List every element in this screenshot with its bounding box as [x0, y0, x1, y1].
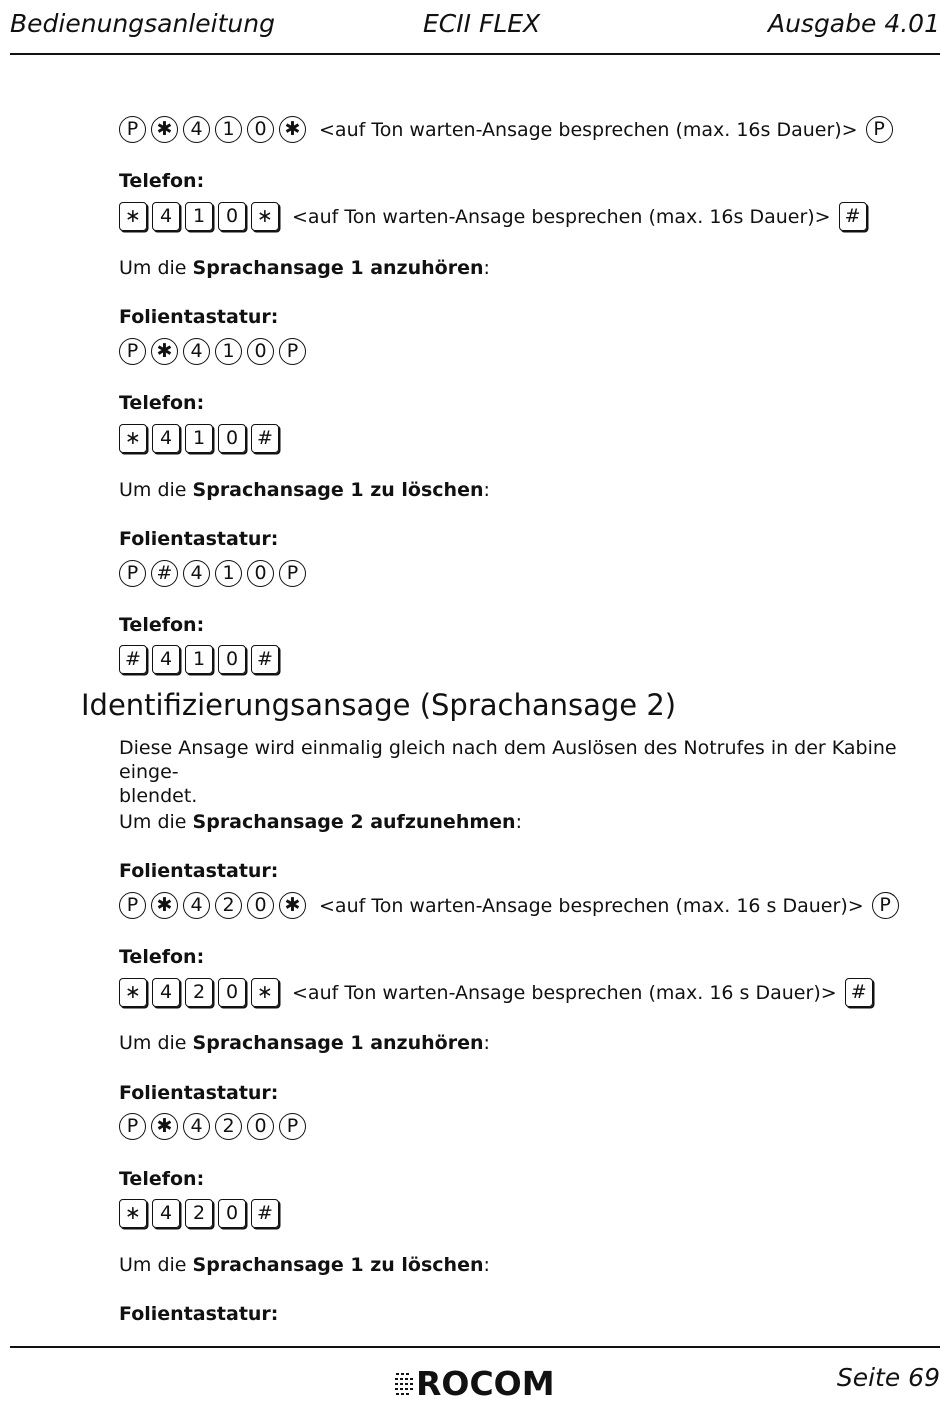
header-product-name: ECII FLEX	[423, 9, 541, 38]
record-instruction: <auf Ton warten-Ansage besprechen (max. 16 s Dauer)>	[292, 981, 837, 1004]
phone-key: 1	[185, 645, 213, 674]
foil-key-sequence-record-1	[119, 116, 898, 143]
page-number: Seite 69	[836, 1363, 940, 1392]
phone-key: 2	[185, 1199, 213, 1228]
instruction-listen-2: Um die Sprachansage 1 anzuhören:	[119, 1032, 490, 1054]
telefon-label: Telefon:	[119, 946, 205, 968]
foil-key-sequence-delete-1	[119, 560, 311, 587]
folientastatur-label: Folientastatur:	[119, 1303, 279, 1325]
phone-key-sequence-record-1	[119, 202, 872, 231]
phone-key-sequence-listen-1	[119, 424, 284, 453]
foil-key: 4	[183, 338, 210, 365]
phone-key: ∗	[119, 424, 147, 453]
foil-key: P	[119, 560, 146, 587]
phone-key-sequence-listen-2	[119, 1199, 284, 1228]
foil-key: P	[119, 892, 146, 919]
phone-key: #	[119, 645, 147, 674]
instruction-delete-1: Um die Sprachansage 1 zu löschen:	[119, 479, 490, 501]
phone-key: ∗	[119, 978, 147, 1007]
foil-key: ✱	[279, 892, 306, 919]
foil-key: 1	[215, 338, 242, 365]
foil-key: 4	[183, 560, 210, 587]
telefon-label: Telefon:	[119, 1168, 205, 1190]
foil-key: 0	[247, 1113, 274, 1140]
foil-key: P	[872, 892, 899, 919]
foil-key: P	[119, 116, 146, 143]
foil-key: ✱	[151, 892, 178, 919]
page-header	[0, 0, 950, 56]
header-manual-title: Bedienungsanleitung	[10, 9, 275, 38]
foil-key-sequence-listen-1	[119, 338, 311, 365]
foil-key: 0	[247, 116, 274, 143]
foil-key: ✱	[151, 116, 178, 143]
phone-key: 0	[218, 978, 246, 1007]
foil-key-sequence-listen-2	[119, 1113, 311, 1140]
foil-key: 4	[183, 892, 210, 919]
foil-key: 1	[215, 560, 242, 587]
phone-key: 1	[185, 424, 213, 453]
phone-key: 0	[218, 645, 246, 674]
section-intro: Diese Ansage wird einmalig gleich nach dem Auslösen des Notrufes in der Kabine einge- blendet.	[119, 737, 897, 807]
telefon-label: Telefon:	[119, 392, 205, 414]
phone-key: ∗	[251, 202, 279, 231]
telefon-label: Telefon:	[119, 614, 205, 636]
record-instruction: <auf Ton warten-Ansage besprechen (max. 16s Dauer)>	[292, 205, 831, 228]
phone-key: 4	[152, 1199, 180, 1228]
foil-key: P	[279, 560, 306, 587]
phone-key: 2	[185, 978, 213, 1007]
foil-key: 0	[247, 338, 274, 365]
phone-key: 1	[185, 202, 213, 231]
foil-key-sequence-record-2	[119, 892, 904, 919]
phone-key-sequence-delete-1	[119, 645, 284, 674]
phone-key: #	[251, 1199, 279, 1228]
folientastatur-label: Folientastatur:	[119, 528, 279, 550]
foil-key: 2	[215, 1113, 242, 1140]
folientastatur-label: Folientastatur:	[119, 860, 279, 882]
foil-key: 0	[247, 560, 274, 587]
phone-key: ∗	[119, 1199, 147, 1228]
header-edition: Ausgabe 4.01	[767, 9, 940, 38]
foil-key: P	[866, 116, 893, 143]
phone-key: 4	[152, 645, 180, 674]
phone-key: #	[251, 645, 279, 674]
phone-key: #	[839, 202, 867, 231]
foil-key: 4	[183, 116, 210, 143]
record-instruction: <auf Ton warten-Ansage besprechen (max. 16s Dauer)>	[319, 118, 858, 141]
rocom-logo	[394, 1364, 555, 1403]
foil-key: #	[151, 560, 178, 587]
phone-key: 4	[152, 978, 180, 1007]
phone-key-sequence-record-2	[119, 978, 878, 1007]
phone-key: #	[251, 424, 279, 453]
foil-key: ✱	[151, 1113, 178, 1140]
phone-key: 0	[218, 202, 246, 231]
section-heading: Identifizierungsansage (Sprachansage 2)	[81, 688, 677, 722]
footer-rule	[10, 1346, 940, 1348]
phone-key: 4	[152, 202, 180, 231]
foil-key: P	[279, 1113, 306, 1140]
phone-key: ∗	[251, 978, 279, 1007]
phone-key: ∗	[119, 202, 147, 231]
header-rule	[10, 53, 940, 55]
foil-key: 4	[183, 1113, 210, 1140]
foil-key: P	[279, 338, 306, 365]
instruction-listen-1: Um die Sprachansage 1 anzuhören:	[119, 257, 490, 279]
instruction-record-2: Um die Sprachansage 2 aufzunehmen:	[119, 811, 522, 833]
folientastatur-label: Folientastatur:	[119, 306, 279, 328]
phone-key: 4	[152, 424, 180, 453]
foil-key: ✱	[151, 338, 178, 365]
record-instruction: <auf Ton warten-Ansage besprechen (max. 16 s Dauer)>	[319, 894, 864, 917]
phone-key: 0	[218, 424, 246, 453]
rocom-logo-mark-icon	[394, 1369, 414, 1399]
foil-key: P	[119, 338, 146, 365]
foil-key: 2	[215, 892, 242, 919]
foil-key: 1	[215, 116, 242, 143]
phone-key: 0	[218, 1199, 246, 1228]
phone-key: #	[845, 978, 873, 1007]
rocom-logo-text: ROCOM	[416, 1364, 555, 1403]
foil-key: ✱	[279, 116, 306, 143]
instruction-delete-2: Um die Sprachansage 1 zu löschen:	[119, 1254, 490, 1276]
foil-key: P	[119, 1113, 146, 1140]
foil-key: 0	[247, 892, 274, 919]
telefon-label: Telefon:	[119, 170, 205, 192]
folientastatur-label: Folientastatur:	[119, 1082, 279, 1104]
